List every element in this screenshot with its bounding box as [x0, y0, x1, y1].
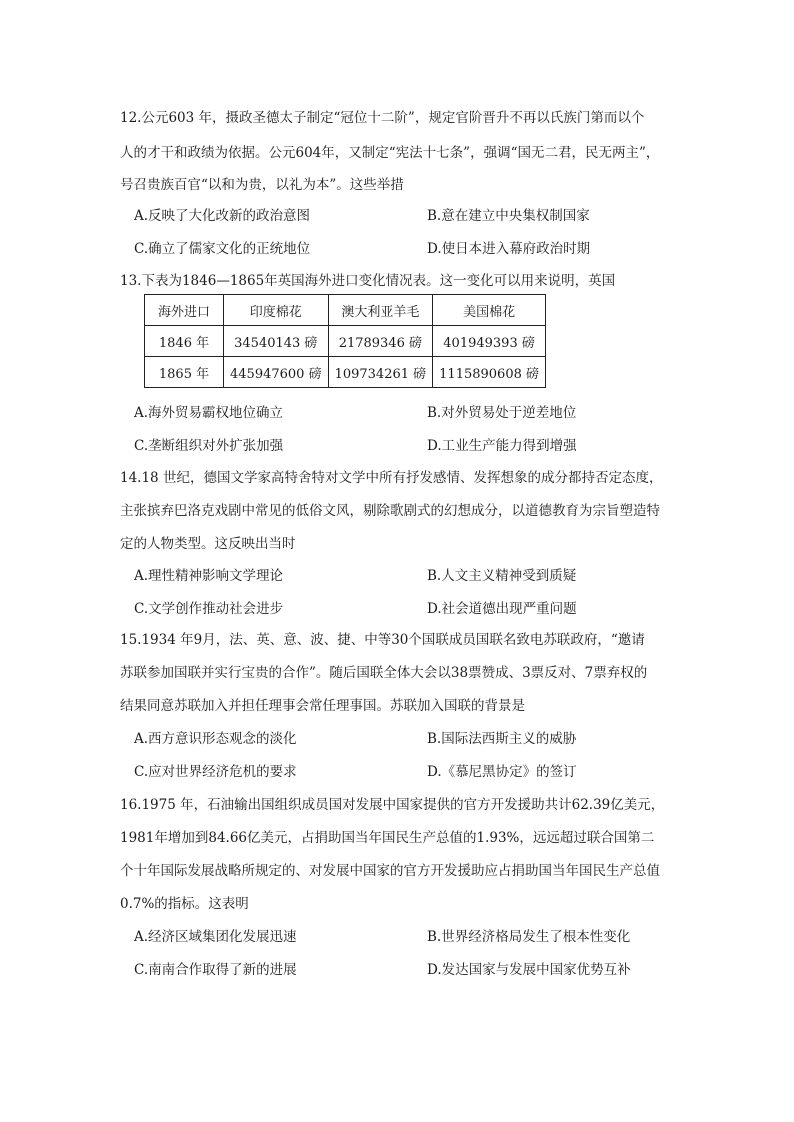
table-cell: 401949393 磅	[433, 326, 546, 357]
question-12-option-c[interactable]: C.确立了儒家文化的正统地位	[134, 241, 311, 257]
table-cell: 1865 年	[145, 357, 224, 388]
table-header-cell: 美国棉花	[433, 295, 546, 326]
table-cell: 21789346 磅	[328, 326, 433, 357]
question-14-option-c[interactable]: C.文学创作推动社会进步	[134, 601, 284, 617]
question-14-option-a[interactable]: A.理性精神影响文学理论	[134, 568, 284, 584]
table-cell: 445947600 磅	[224, 357, 329, 388]
table-cell: 1115890608 磅	[433, 357, 546, 388]
table-header-cell: 海外进口	[145, 295, 224, 326]
question-16-option-a[interactable]: A.经济区域集团化发展迅速	[134, 929, 297, 945]
table-header-row	[145, 295, 546, 326]
question-15-option-b[interactable]: B.国际法西斯主义的威胁	[427, 731, 577, 747]
table-header-cell: 澳大利亚羊毛	[328, 295, 433, 326]
table-cell: 1846 年	[145, 326, 224, 357]
question-16-option-d[interactable]: D.发达国家与发展中国家优势互补	[427, 962, 631, 978]
table-row	[145, 357, 546, 388]
question-12-option-b[interactable]: B.意在建立中央集权制国家	[427, 208, 590, 224]
question-13-option-b[interactable]: B.对外贸易处于逆差地位	[427, 405, 577, 421]
question-14-option-b[interactable]: B.人文主义精神受到质疑	[427, 568, 577, 584]
question-16-line-4: 0.7%的指标。这表明	[120, 896, 249, 912]
question-16-option-c[interactable]: C.南南合作取得了新的进展	[134, 962, 297, 978]
question-15-line-2: 苏联参加国联并实行宝贵的合作”。随后国联全体大会以38票赞成、3票反对、7票弃权的	[120, 665, 648, 681]
question-15-option-d[interactable]: D.《慕尼黑协定》的签订	[427, 764, 577, 780]
question-15-line-1: 15.1934 年9月，法、英、意、波、捷、中等30个国联成员国联名致电苏联政府，“邀请	[120, 632, 645, 648]
question-13-line-1: 13.下表为1846—1865年英国海外进口变化情况表。这一变化可以用来说明，英国	[120, 273, 616, 289]
question-12-line-2: 人的才干和政绩为依据。公元604年，又制定“宪法十七条”，强调“国无二君，民无两主”，	[120, 145, 660, 161]
question-16-line-3: 个十年国际发展战略所规定的、对发展中国家的官方开发援助应占捐助国当年国民生产总值	[120, 863, 660, 879]
question-12-option-a[interactable]: A.反映了大化改新的政治意图	[134, 208, 311, 224]
question-15-line-3: 结果同意苏联加入并担任理事会常任理事国。苏联加入国联的背景是	[120, 698, 525, 714]
question-14-line-3: 定的人物类型。这反映出当时	[120, 536, 296, 552]
question-12-line-1: 12.公元603 年，摄政圣德太子制定“冠位十二阶”，规定官阶晋升不再以氏族门第而以个	[120, 110, 645, 126]
question-14-option-d[interactable]: D.社会道德出现严重问题	[427, 601, 577, 617]
question-16-option-b[interactable]: B.世界经济格局发生了根本性变化	[427, 929, 631, 945]
question-12-option-d[interactable]: D.使日本进入幕府政治时期	[427, 241, 591, 257]
question-13-option-c[interactable]: C.垄断组织对外扩张加强	[134, 438, 284, 454]
table-header-cell: 印度棉花	[224, 295, 329, 326]
import-table	[144, 294, 546, 388]
table-cell: 34540143 磅	[224, 326, 329, 357]
question-16-line-1: 16.1975 年，石油输出国组织成员国对发展中国家提供的官方开发援助共计62.39亿美元，	[120, 797, 665, 813]
question-14-line-1: 14.18 世纪，德国文学家高特舍特对文学中所有抒发感情、发挥想象的成分都持否定态度，	[120, 470, 663, 486]
question-16-line-2: 1981年增加到84.66亿美元，占捐助国当年国民生产总值的1.93%，远远超过联合国第二	[120, 830, 655, 846]
question-15-option-c[interactable]: C.应对世界经济危机的要求	[134, 764, 297, 780]
question-13-option-d[interactable]: D.工业生产能力得到增强	[427, 438, 577, 454]
table-cell: 109734261 磅	[328, 357, 433, 388]
question-12-line-3: 号召贵族百官“以和为贵，以礼为本”。这些举措	[120, 177, 404, 193]
question-14-line-2: 主张摈弃巴洛克戏剧中常见的低俗文风，剔除歌剧式的幻想成分，以道德教育为宗旨塑造特	[120, 503, 660, 519]
table-row	[145, 326, 546, 357]
question-13-option-a[interactable]: A.海外贸易霸权地位确立	[134, 405, 284, 421]
question-15-option-a[interactable]: A.西方意识形态观念的淡化	[134, 731, 297, 747]
